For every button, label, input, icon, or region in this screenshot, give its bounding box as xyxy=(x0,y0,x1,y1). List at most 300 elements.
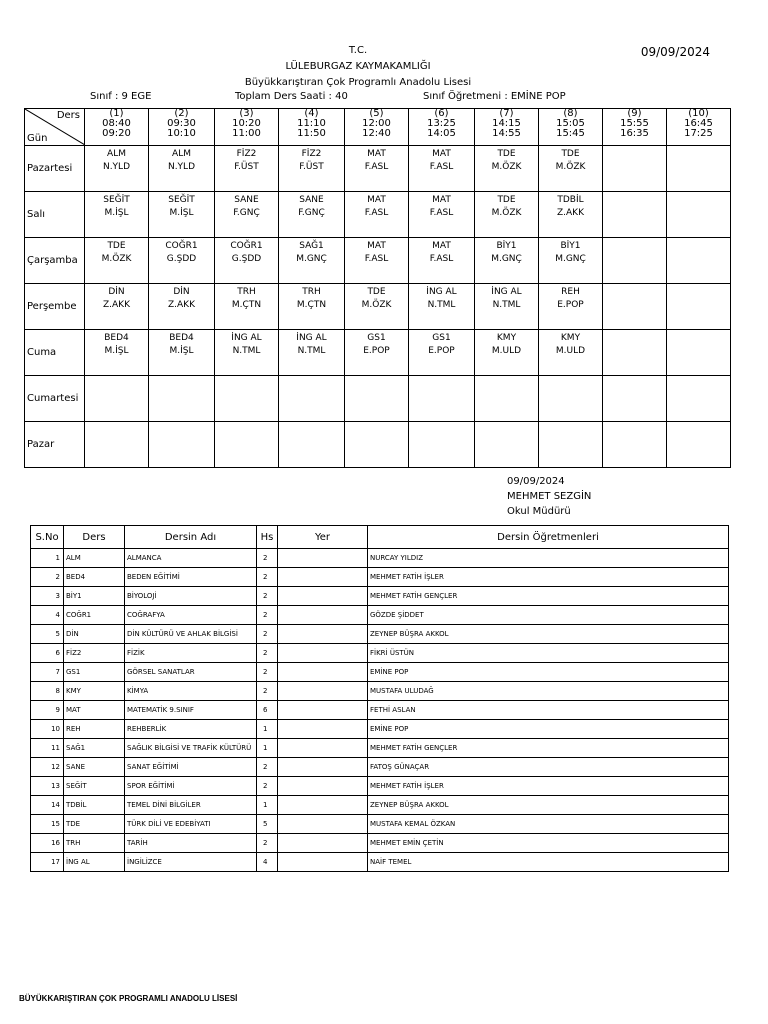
lesson-teacher: F.ASL xyxy=(429,254,454,264)
lesson-cell xyxy=(279,238,345,284)
lesson-cell xyxy=(539,146,603,192)
lesson-cell xyxy=(539,192,603,238)
weekly-hours: 2 xyxy=(257,834,278,853)
subject-code: SANE xyxy=(64,758,125,777)
lesson-cell xyxy=(667,284,731,330)
lesson-teacher: N.YLD xyxy=(167,162,196,172)
lesson-teacher: F.ASL xyxy=(429,208,454,218)
subject-teacher: EMİNE POP xyxy=(368,663,729,682)
lesson-code: TRH xyxy=(237,287,256,297)
lesson-cell xyxy=(603,376,667,422)
period-end: 11:00 xyxy=(232,128,261,139)
weekly-hours: 2 xyxy=(257,682,278,701)
period-start: 08:40 xyxy=(102,118,131,129)
lesson-teacher: M.İŞL xyxy=(169,346,194,356)
table-row xyxy=(31,606,729,625)
lesson-teacher: M.ÇTN xyxy=(296,300,327,310)
lesson-code: BED4 xyxy=(104,333,129,343)
lesson-cell xyxy=(475,330,539,376)
lesson-cell xyxy=(475,238,539,284)
lesson-cell xyxy=(215,192,279,238)
lesson-cell xyxy=(539,422,603,468)
table-row xyxy=(31,663,729,682)
lesson-teacher: Z.AKK xyxy=(557,208,584,218)
row-number: 9 xyxy=(31,701,64,720)
location xyxy=(278,663,368,682)
subjects-column-header: Yer xyxy=(278,526,368,549)
schedule-day-row xyxy=(25,192,731,238)
lesson-teacher: F.ASL xyxy=(429,162,454,172)
lesson-teacher: Z.AKK xyxy=(103,300,130,310)
subject-code: FİZ2 xyxy=(64,644,125,663)
lesson-teacher: N.TML xyxy=(297,346,326,356)
lesson-teacher: M.ÖZK xyxy=(491,208,522,218)
location xyxy=(278,720,368,739)
weekly-hours: 2 xyxy=(257,549,278,568)
lesson-code: GS1 xyxy=(367,333,386,343)
schedule-header-row xyxy=(25,109,731,146)
lesson-teacher: M.İŞL xyxy=(104,346,129,356)
location xyxy=(278,739,368,758)
lesson-cell xyxy=(149,422,215,468)
header-school: Büyükkarıştıran Çok Programlı Anadolu Lisesi xyxy=(244,77,472,88)
weekly-hours: 2 xyxy=(257,644,278,663)
table-row xyxy=(31,644,729,663)
lesson-cell xyxy=(85,330,149,376)
weekly-hours: 1 xyxy=(257,796,278,815)
lesson-teacher: M.ULD xyxy=(491,346,522,356)
lesson-cell xyxy=(345,146,409,192)
table-row xyxy=(31,796,729,815)
weekly-hours: 1 xyxy=(257,720,278,739)
lesson-code: SEĞİT xyxy=(168,195,195,205)
lesson-teacher: Z.AKK xyxy=(168,300,195,310)
row-number: 13 xyxy=(31,777,64,796)
subjects-column-header: Ders xyxy=(64,526,125,549)
lesson-code: BED4 xyxy=(169,333,194,343)
weekly-hours: 5 xyxy=(257,815,278,834)
lesson-teacher: F.ÜST xyxy=(299,162,324,172)
lesson-cell xyxy=(409,238,475,284)
lesson-code: SANE xyxy=(299,195,324,205)
lesson-code: İNG AL xyxy=(231,333,262,343)
subject-name: TEMEL DİNİ BİLGİLER xyxy=(125,796,257,815)
lesson-cell xyxy=(149,284,215,330)
lesson-teacher: M.GNÇ xyxy=(296,254,327,264)
subject-code: REH xyxy=(64,720,125,739)
row-number: 1 xyxy=(31,549,64,568)
subject-code: BED4 xyxy=(64,568,125,587)
lesson-cell xyxy=(539,376,603,422)
lesson-cell xyxy=(475,192,539,238)
weekly-schedule-table xyxy=(24,108,731,468)
lesson-code: ALM xyxy=(107,149,126,159)
row-number: 16 xyxy=(31,834,64,853)
day-label: Perşembe xyxy=(25,284,85,330)
total-hours-label: Toplam Ders Saati : 40 xyxy=(235,91,348,102)
subject-teacher: MEHMET FATİH İŞLER xyxy=(368,568,729,587)
day-label: Pazar xyxy=(25,422,85,468)
weekly-hours: 2 xyxy=(257,568,278,587)
period-start: 14:15 xyxy=(492,118,521,129)
row-number: 5 xyxy=(31,625,64,644)
lesson-cell xyxy=(85,146,149,192)
subject-name: SAĞLIK BİLGİSİ VE TRAFİK KÜLTÜRÜ xyxy=(125,739,257,758)
row-number: 12 xyxy=(31,758,64,777)
lesson-code: SANE xyxy=(234,195,259,205)
lesson-teacher: M.İŞL xyxy=(104,208,129,218)
location xyxy=(278,606,368,625)
schedule-day-row xyxy=(25,422,731,468)
subject-teacher: FATOŞ GÜNAÇAR xyxy=(368,758,729,777)
lesson-cell xyxy=(85,238,149,284)
lesson-cell xyxy=(85,422,149,468)
subject-code: COĞR1 xyxy=(64,606,125,625)
lesson-code: TDE xyxy=(367,287,386,297)
lesson-teacher: E.POP xyxy=(428,346,455,356)
subject-teacher: NURCAY YILDIZ xyxy=(368,549,729,568)
subject-code: BİY1 xyxy=(64,587,125,606)
lesson-teacher: M.ÖZK xyxy=(491,162,522,172)
lesson-cell xyxy=(215,376,279,422)
lesson-code: İNG AL xyxy=(426,287,457,297)
period-num: (9) xyxy=(627,108,642,119)
row-number: 17 xyxy=(31,853,64,872)
lesson-code: TDE xyxy=(107,241,126,251)
lesson-cell xyxy=(279,192,345,238)
row-number: 3 xyxy=(31,587,64,606)
lesson-cell xyxy=(667,330,731,376)
lesson-code: KMY xyxy=(496,333,517,343)
subject-name: TÜRK DİLİ VE EDEBİYATI xyxy=(125,815,257,834)
lesson-teacher: M.ULD xyxy=(555,346,586,356)
subject-teacher: MUSTAFA ULUDAĞ xyxy=(368,682,729,701)
period-header xyxy=(603,109,667,146)
class-label: Sınıf : 9 EGE xyxy=(90,91,152,102)
lesson-teacher: F.ASL xyxy=(364,208,389,218)
principal-name: MEHMET SEZGİN xyxy=(507,491,592,502)
day-label: Salı xyxy=(25,192,85,238)
table-row xyxy=(31,568,729,587)
location xyxy=(278,701,368,720)
subject-teacher: MEHMET FATİH GENÇLER xyxy=(368,587,729,606)
lesson-code: MAT xyxy=(367,241,386,251)
header-tc: T.C. xyxy=(348,45,368,56)
lesson-cell xyxy=(149,238,215,284)
subject-code: İNG AL xyxy=(64,853,125,872)
table-row xyxy=(31,682,729,701)
lesson-teacher: N.TML xyxy=(492,300,521,310)
subject-teacher: ZEYNEP BÜŞRA AKKOL xyxy=(368,625,729,644)
period-header xyxy=(539,109,603,146)
table-row xyxy=(31,853,729,872)
subjects-table xyxy=(30,525,729,872)
lesson-teacher: F.GNÇ xyxy=(233,208,260,218)
location xyxy=(278,777,368,796)
schedule-day-row xyxy=(25,284,731,330)
lesson-code: İNG AL xyxy=(491,287,522,297)
period-end: 16:35 xyxy=(620,128,649,139)
period-header xyxy=(215,109,279,146)
subjects-column-header: Hs xyxy=(257,526,278,549)
period-header xyxy=(409,109,475,146)
lesson-cell xyxy=(409,146,475,192)
lesson-teacher: F.ASL xyxy=(364,254,389,264)
lesson-cell xyxy=(603,330,667,376)
period-end: 12:40 xyxy=(362,128,391,139)
period-num: (3) xyxy=(239,108,254,119)
lesson-code: İNG AL xyxy=(296,333,327,343)
lesson-cell xyxy=(279,146,345,192)
subject-code: SAĞ1 xyxy=(64,739,125,758)
weekly-hours: 2 xyxy=(257,606,278,625)
lesson-cell xyxy=(539,238,603,284)
lesson-cell xyxy=(475,284,539,330)
corner-ders-label: Ders xyxy=(56,110,80,121)
lesson-code: COĞR1 xyxy=(165,241,198,251)
table-row xyxy=(31,815,729,834)
location xyxy=(278,568,368,587)
subject-code: TRH xyxy=(64,834,125,853)
lesson-teacher: G.ŞDD xyxy=(166,254,197,264)
lesson-teacher: G.ŞDD xyxy=(231,254,262,264)
lesson-code: TDBİL xyxy=(557,195,584,205)
lesson-cell xyxy=(667,238,731,284)
table-row xyxy=(31,701,729,720)
period-num: (5) xyxy=(369,108,384,119)
lesson-cell xyxy=(539,330,603,376)
lesson-cell xyxy=(149,146,215,192)
location xyxy=(278,834,368,853)
period-num: (7) xyxy=(499,108,514,119)
location xyxy=(278,796,368,815)
lesson-cell xyxy=(215,238,279,284)
subject-name: BİYOLOJİ xyxy=(125,587,257,606)
period-header xyxy=(475,109,539,146)
row-number: 11 xyxy=(31,739,64,758)
lesson-code: BİY1 xyxy=(496,241,517,251)
period-num: (4) xyxy=(304,108,319,119)
lesson-teacher: E.POP xyxy=(557,300,584,310)
location xyxy=(278,853,368,872)
lesson-code: BİY1 xyxy=(560,241,581,251)
lesson-cell xyxy=(345,192,409,238)
class-teacher-label: Sınıf Öğretmeni : EMİNE POP xyxy=(423,91,566,102)
subject-teacher: MUSTAFA KEMAL ÖZKAN xyxy=(368,815,729,834)
lesson-teacher: M.GNÇ xyxy=(491,254,522,264)
row-number: 14 xyxy=(31,796,64,815)
weekly-hours: 4 xyxy=(257,853,278,872)
period-start: 12:00 xyxy=(362,118,391,129)
table-row xyxy=(31,777,729,796)
period-end: 10:10 xyxy=(167,128,196,139)
lesson-cell xyxy=(85,376,149,422)
lesson-cell xyxy=(345,376,409,422)
day-label: Cuma xyxy=(25,330,85,376)
subject-code: GS1 xyxy=(64,663,125,682)
lesson-cell xyxy=(603,192,667,238)
subject-name: DİN KÜLTÜRÜ VE AHLAK BİLGİSİ xyxy=(125,625,257,644)
lesson-code: ALM xyxy=(172,149,191,159)
lesson-code: TDE xyxy=(561,149,580,159)
subject-name: SPOR EĞİTİMİ xyxy=(125,777,257,796)
lesson-cell xyxy=(409,330,475,376)
location xyxy=(278,549,368,568)
subject-name: TARİH xyxy=(125,834,257,853)
lesson-cell xyxy=(279,422,345,468)
lesson-code: KMY xyxy=(560,333,581,343)
schedule-day-row xyxy=(25,146,731,192)
principal-title: Okul Müdürü xyxy=(507,506,571,517)
period-header xyxy=(667,109,731,146)
period-start: 11:10 xyxy=(297,118,326,129)
schedule-corner-cell xyxy=(25,109,85,146)
table-row xyxy=(31,625,729,644)
lesson-teacher: M.İŞL xyxy=(169,208,194,218)
location xyxy=(278,682,368,701)
lesson-cell xyxy=(409,284,475,330)
lesson-cell xyxy=(215,146,279,192)
weekly-hours: 2 xyxy=(257,625,278,644)
subject-code: ALM xyxy=(64,549,125,568)
lesson-cell xyxy=(279,376,345,422)
weekly-hours: 2 xyxy=(257,663,278,682)
subject-code: SEĞİT xyxy=(64,777,125,796)
day-label: Çarşamba xyxy=(25,238,85,284)
row-number: 6 xyxy=(31,644,64,663)
schedule-day-row xyxy=(25,330,731,376)
lesson-cell xyxy=(149,330,215,376)
period-num: (10) xyxy=(688,108,709,119)
lesson-code: COĞR1 xyxy=(230,241,263,251)
lesson-cell xyxy=(475,422,539,468)
subject-name: MATEMATİK 9.SINIF xyxy=(125,701,257,720)
subject-teacher: MEHMET FATİH İŞLER xyxy=(368,777,729,796)
period-start: 15:55 xyxy=(620,118,649,129)
row-number: 4 xyxy=(31,606,64,625)
lesson-code: MAT xyxy=(432,195,451,205)
lesson-teacher: M.ÖZK xyxy=(555,162,586,172)
location xyxy=(278,625,368,644)
weekly-hours: 1 xyxy=(257,739,278,758)
document-date: 09/09/2024 xyxy=(640,45,710,59)
lesson-cell xyxy=(539,284,603,330)
period-num: (8) xyxy=(563,108,578,119)
lesson-code: TDE xyxy=(497,149,516,159)
subjects-column-header: Dersin Adı xyxy=(125,526,257,549)
location xyxy=(278,758,368,777)
subjects-column-header: S.No xyxy=(31,526,64,549)
weekly-hours: 2 xyxy=(257,587,278,606)
lesson-code: TRH xyxy=(302,287,321,297)
lesson-teacher: M.ÖZK xyxy=(361,300,392,310)
weekly-hours: 2 xyxy=(257,758,278,777)
lesson-teacher: F.ASL xyxy=(364,162,389,172)
lesson-teacher: F.GNÇ xyxy=(298,208,325,218)
period-start: 10:20 xyxy=(232,118,261,129)
lesson-cell xyxy=(85,192,149,238)
period-header xyxy=(85,109,149,146)
table-row xyxy=(31,549,729,568)
schedule-day-row xyxy=(25,238,731,284)
subject-teacher: MEHMET FATİH GENÇLER xyxy=(368,739,729,758)
lesson-cell xyxy=(279,284,345,330)
lesson-code: DİN xyxy=(173,287,190,297)
lesson-code: FİZ2 xyxy=(236,149,257,159)
table-row xyxy=(31,739,729,758)
lesson-cell xyxy=(475,376,539,422)
lesson-teacher: N.YLD xyxy=(102,162,131,172)
subject-teacher: ZEYNEP BÜŞRA AKKOL xyxy=(368,796,729,815)
footer-school-name: BÜYÜKKARIŞTIRAN ÇOK PROGRAMLI ANADOLU LİSESİ xyxy=(19,994,238,1003)
row-number: 2 xyxy=(31,568,64,587)
period-num: (1) xyxy=(109,108,124,119)
row-number: 15 xyxy=(31,815,64,834)
lesson-teacher: F.ÜST xyxy=(234,162,259,172)
lesson-cell xyxy=(603,238,667,284)
lesson-code: MAT xyxy=(432,149,451,159)
lesson-cell xyxy=(667,146,731,192)
lesson-teacher: M.ÖZK xyxy=(101,254,132,264)
lesson-cell xyxy=(667,422,731,468)
subject-code: TDE xyxy=(64,815,125,834)
period-num: (2) xyxy=(174,108,189,119)
lesson-code: MAT xyxy=(432,241,451,251)
subject-code: MAT xyxy=(64,701,125,720)
period-end: 15:45 xyxy=(556,128,585,139)
lesson-cell xyxy=(603,422,667,468)
subject-code: DİN xyxy=(64,625,125,644)
period-start: 15:05 xyxy=(556,118,585,129)
row-number: 8 xyxy=(31,682,64,701)
lesson-code: SEĞİT xyxy=(103,195,130,205)
lesson-cell xyxy=(603,284,667,330)
lesson-code: FİZ2 xyxy=(301,149,322,159)
lesson-cell xyxy=(603,146,667,192)
lesson-code: REH xyxy=(561,287,580,297)
subject-teacher: MEHMET EMİN ÇETİN xyxy=(368,834,729,853)
lesson-cell xyxy=(345,330,409,376)
lesson-teacher: E.POP xyxy=(363,346,390,356)
header-district: LÜLEBURGAZ KAYMAKAMLIĞI xyxy=(285,61,431,72)
day-label: Cumartesi xyxy=(25,376,85,422)
lesson-cell xyxy=(345,238,409,284)
signature-date: 09/09/2024 xyxy=(507,476,565,487)
lesson-cell xyxy=(345,284,409,330)
subject-name: COĞRAFYA xyxy=(125,606,257,625)
subject-teacher: FETHİ ASLAN xyxy=(368,701,729,720)
lesson-teacher: N.TML xyxy=(232,346,261,356)
lesson-code: GS1 xyxy=(432,333,451,343)
subject-name: KİMYA xyxy=(125,682,257,701)
lesson-cell xyxy=(345,422,409,468)
table-row xyxy=(31,834,729,853)
lesson-cell xyxy=(409,192,475,238)
lesson-cell xyxy=(279,330,345,376)
subject-name: ALMANCA xyxy=(125,549,257,568)
table-row xyxy=(31,758,729,777)
subject-name: REHBERLİK xyxy=(125,720,257,739)
row-number: 10 xyxy=(31,720,64,739)
subject-teacher: NAİF TEMEL xyxy=(368,853,729,872)
period-end: 09:20 xyxy=(102,128,131,139)
subjects-header-row xyxy=(31,526,729,549)
lesson-cell xyxy=(215,422,279,468)
lesson-code: MAT xyxy=(367,149,386,159)
subject-teacher: GÖZDE ŞİDDET xyxy=(368,606,729,625)
lesson-code: DİN xyxy=(108,287,125,297)
period-end: 11:50 xyxy=(297,128,326,139)
